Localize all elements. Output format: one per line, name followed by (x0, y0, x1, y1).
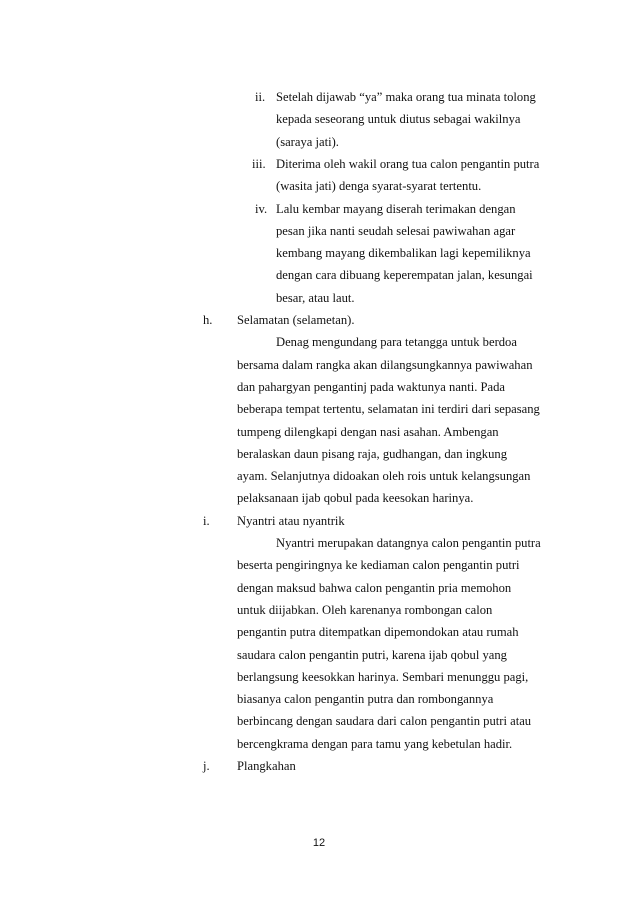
roman-marker: iii. (252, 157, 266, 171)
section-heading: Selamatan (selametan). (237, 313, 355, 327)
paragraph-line: pengantin putra ditempatkan dipemondokan atau rumah (237, 625, 519, 639)
paragraph-first-line: Denag mengundang para tetangga untuk berdoa (276, 335, 517, 349)
roman-item-line: kepada seseorang untuk diutus sebagai wakilnya (276, 112, 521, 126)
roman-marker: iv. (255, 202, 268, 216)
paragraph-line: dan pahargyan pengantinj pada waktunya nanti. Pada (237, 380, 505, 394)
roman-item-line: besar, atau laut. (276, 291, 355, 305)
page-number: 12 (312, 837, 326, 849)
paragraph-line: berlangsung keesokkan harinya. Sembari menunggu pagi, (237, 670, 529, 684)
section-heading: Plangkahan (237, 759, 296, 773)
paragraph-first-line: Nyantri merupakan datangnya calon pengantin putra (276, 536, 541, 550)
roman-item-line: pesan jika nanti seudah selesai pawiwahan agar (276, 224, 516, 238)
paragraph-line: untuk diijabkan. Oleh karenanya rombongan calon (237, 603, 493, 617)
roman-item-line: Diterima oleh wakil orang tua calon pengantin putra (276, 157, 540, 171)
paragraph-line: beserta pengiringnya ke kediaman calon pengantin putri (237, 558, 520, 572)
paragraph-line: biasanya calon pengantin putra dan rombongannya (237, 692, 494, 706)
paragraph-line: tumpeng dilengkapi dengan nasi asahan. Ambengan (237, 425, 499, 439)
roman-marker: ii. (255, 90, 266, 104)
paragraph-line: dengan maksud bahwa calon pengantin pria memohon (237, 581, 512, 595)
paragraph-line: beralaskan daun pisang raja, gudhangan, dan ingkung (237, 447, 507, 461)
section-marker: i. (203, 514, 210, 528)
paragraph-line: pelaksanaan ijab qobul pada keesokan harinya. (237, 491, 474, 505)
roman-item-line: kembang mayang dikembalikan lagi kepemiliknya (276, 246, 531, 260)
roman-item-line: Setelah dijawab “ya” maka orang tua minata tolong (276, 90, 536, 104)
roman-item-line: (saraya jati). (276, 135, 339, 149)
roman-item-line: Lalu kembar mayang diserah terimakan dengan (276, 202, 516, 216)
paragraph-line: bersama dalam rangka akan dilangsungkannya pawiwahan (237, 358, 533, 372)
paragraph-line: beberapa tempat tertentu, selamatan ini terdiri dari sepasang (237, 402, 540, 416)
roman-item-line: dengan cara dibuang keperempatan jalan, kesungai (276, 268, 533, 282)
section-marker: h. (203, 313, 213, 327)
section-heading: Nyantri atau nyantrik (237, 514, 345, 528)
paragraph-line: bercengkrama dengan para tamu yang kebetulan hadir. (237, 737, 513, 751)
paragraph-line: saudara calon pengantin putri, karena ijab qobul yang (237, 648, 507, 662)
roman-item-line: (wasita jati) denga syarat-syarat tertentu. (276, 179, 482, 193)
paragraph-line: ayam. Selanjutnya didoakan oleh rois untuk kelangsungan (237, 469, 531, 483)
section-marker: j. (203, 759, 210, 773)
paragraph-line: berbincang dengan saudara dari calon pengantin putri atau (237, 714, 532, 728)
